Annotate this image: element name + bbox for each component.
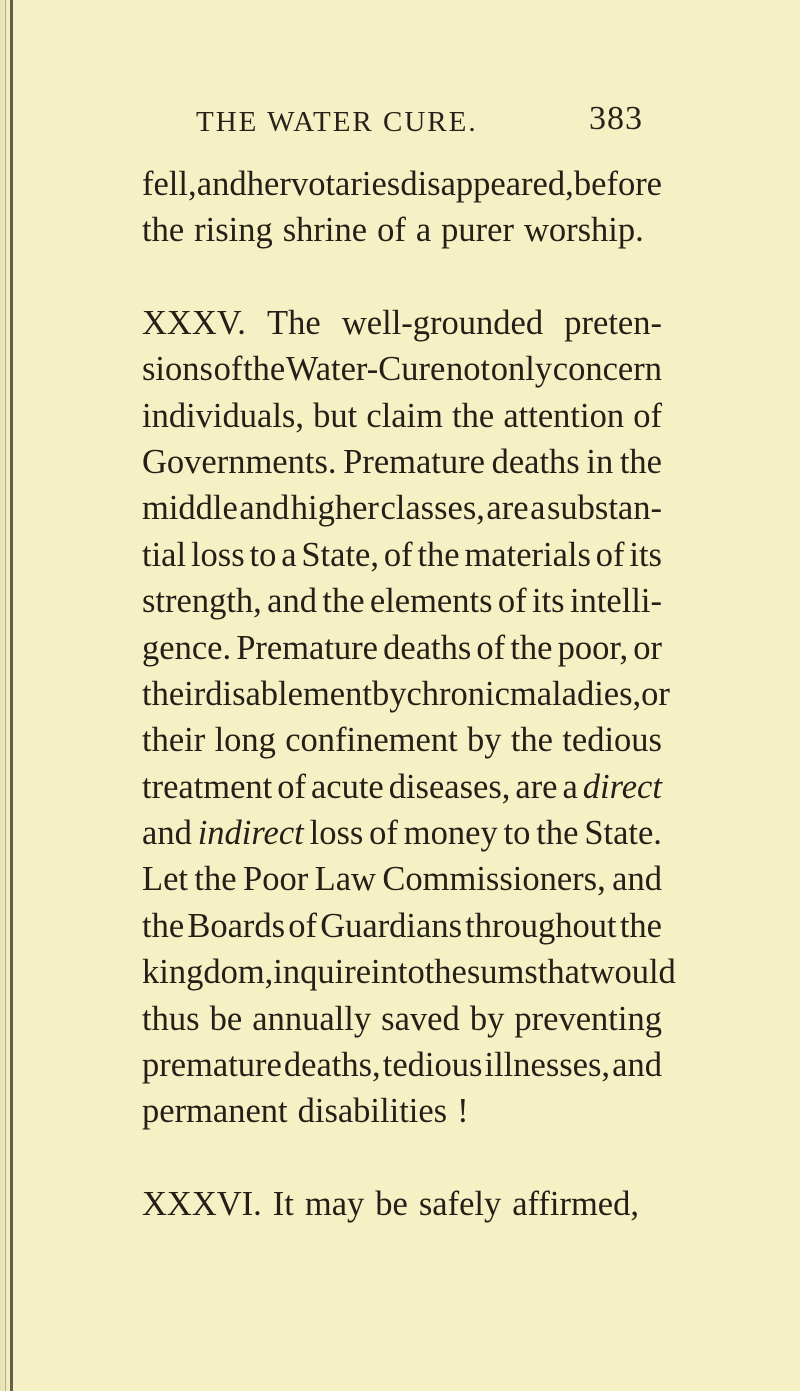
word: It: [272, 1184, 294, 1223]
word: be: [209, 999, 243, 1038]
word: the: [142, 906, 185, 945]
text-line: [142, 393, 662, 439]
word: saved: [381, 999, 460, 1038]
word: disabilities: [297, 1092, 448, 1131]
word: Premature: [343, 442, 485, 481]
word: materials: [464, 535, 591, 574]
word: safely: [418, 1184, 502, 1223]
word: gence.: [142, 628, 232, 667]
word: tial: [142, 535, 187, 574]
word: shrine: [282, 211, 368, 250]
word: chronic: [406, 674, 510, 713]
word: deaths: [383, 628, 472, 667]
word: but: [313, 396, 358, 435]
word: and: [196, 165, 247, 203]
word: that: [537, 953, 590, 992]
text-line: [142, 949, 676, 995]
word: middle: [142, 489, 238, 528]
word: and: [612, 860, 662, 899]
word: well-grounded: [341, 303, 544, 342]
emphasized-word: indirect: [197, 814, 304, 853]
word: thus: [142, 999, 200, 1038]
word: may: [304, 1184, 365, 1223]
text-line: [142, 485, 662, 531]
word: of: [383, 535, 413, 574]
word: would: [589, 953, 676, 992]
word: Premature: [236, 628, 378, 667]
word: attention: [503, 396, 625, 435]
text-line: [142, 764, 662, 810]
word: the: [142, 211, 185, 250]
emphasized-word: direct: [582, 767, 662, 806]
word: disappeared,: [400, 165, 574, 203]
word: preventing: [514, 999, 662, 1038]
word: deaths,: [283, 1046, 381, 1085]
word: of: [213, 350, 243, 389]
word: tedious: [562, 721, 662, 760]
binding-edge-rule: [10, 0, 13, 1391]
word: of: [369, 814, 398, 853]
word: affirmed,: [512, 1184, 639, 1223]
word: and: [142, 814, 192, 853]
word: or: [633, 628, 662, 667]
word: The: [267, 303, 321, 342]
word: worship.: [523, 211, 644, 250]
text-line: [142, 161, 662, 207]
word: the: [243, 350, 286, 389]
word: individuals,: [142, 396, 304, 435]
word: !: [457, 1092, 469, 1131]
word: the: [417, 535, 460, 574]
word: illnesses,: [484, 1046, 611, 1085]
word: elements: [369, 582, 493, 621]
word: long: [214, 721, 276, 760]
word: their: [142, 721, 206, 760]
word: Boards: [187, 906, 286, 945]
word: a: [281, 535, 297, 574]
text-line: [142, 856, 662, 902]
word: a: [530, 489, 546, 528]
word: their: [142, 674, 206, 713]
word: the: [510, 628, 553, 667]
word: to: [249, 535, 277, 574]
word: and: [267, 582, 317, 621]
word: Commissioners,: [382, 860, 606, 899]
word: her: [246, 165, 291, 203]
word: of: [288, 906, 318, 945]
word: acute: [310, 767, 384, 806]
word: the: [424, 953, 467, 992]
text-line: [142, 717, 662, 763]
word: or: [641, 674, 670, 713]
word: intelli-: [570, 582, 662, 621]
word: State,: [301, 535, 379, 574]
word: higher: [290, 489, 379, 528]
word: concern: [552, 350, 662, 389]
word: inquire: [273, 953, 372, 992]
word: claim: [366, 396, 443, 435]
word: of: [377, 211, 406, 250]
word: tedious: [382, 1046, 483, 1085]
word: the: [322, 582, 365, 621]
word: by: [469, 999, 505, 1038]
word: classes,: [380, 489, 485, 528]
word: of: [476, 628, 506, 667]
word: Water-Cure: [285, 350, 446, 389]
word: permanent: [142, 1092, 288, 1131]
word: maladies,: [509, 674, 642, 713]
word: confinement: [285, 721, 458, 760]
word: disablement: [205, 674, 372, 713]
word: the: [619, 442, 662, 481]
word: to: [503, 814, 531, 853]
word: of: [633, 396, 662, 435]
word: only: [490, 350, 553, 389]
word: rising: [194, 211, 273, 250]
word: votaries: [290, 165, 401, 203]
text-line: [142, 300, 662, 346]
text-line: [142, 1042, 662, 1088]
word: money: [403, 814, 498, 853]
text-line: [142, 903, 662, 949]
word: not: [445, 350, 491, 389]
section-number: XXXVI.: [142, 1184, 262, 1223]
word: State.: [584, 814, 662, 853]
word: of: [497, 582, 527, 621]
word: the: [194, 860, 237, 899]
word: substan-: [546, 489, 662, 528]
word: before: [573, 165, 662, 203]
word: by: [371, 674, 407, 713]
word: diseases,: [388, 767, 511, 806]
text-line: [142, 346, 662, 392]
running-head: [0, 100, 800, 140]
paragraph-gap: [142, 254, 662, 300]
word: Law: [314, 860, 376, 899]
word: and: [612, 1046, 662, 1085]
word: preten-: [564, 303, 662, 342]
word: are: [486, 489, 529, 528]
word: of: [277, 767, 306, 806]
word: throughout: [465, 906, 617, 945]
word: are: [515, 767, 558, 806]
text-line: [142, 207, 662, 253]
word: Poor: [243, 860, 309, 899]
word: the: [452, 396, 495, 435]
word: fell,: [142, 165, 197, 203]
word: in: [586, 442, 614, 481]
page-number: 383: [589, 100, 643, 137]
word: a: [562, 767, 578, 806]
word: treatment: [142, 767, 273, 806]
word: strength,: [142, 582, 262, 621]
word: deaths: [491, 442, 580, 481]
word: and: [239, 489, 290, 528]
text-line: [142, 1181, 662, 1227]
text-line: [142, 1088, 662, 1134]
text-line: [142, 625, 662, 671]
text-line: [142, 578, 662, 624]
text-line: [142, 996, 662, 1042]
word: into: [371, 953, 425, 992]
text-line: [142, 671, 670, 717]
word: annually: [252, 999, 372, 1038]
word: loss: [190, 535, 245, 574]
word: sions: [142, 350, 213, 389]
word: the: [510, 721, 553, 760]
text-line: [142, 439, 662, 485]
word: of: [595, 535, 625, 574]
binding-edge-line: [5, 0, 6, 1391]
word: purer: [441, 211, 514, 250]
paragraph-gap: [142, 1135, 662, 1181]
word: the: [536, 814, 579, 853]
body-text: [142, 161, 676, 1227]
word: Let: [142, 860, 188, 899]
text-line: [142, 810, 662, 856]
word: premature: [142, 1046, 282, 1085]
word: sums: [466, 953, 538, 992]
word: a: [415, 211, 432, 250]
word: Governments.: [142, 442, 337, 481]
section-number: XXXV.: [142, 303, 246, 342]
word: its: [532, 582, 565, 621]
word: loss: [309, 814, 364, 853]
text-line: [142, 532, 662, 578]
word: poor,: [557, 628, 629, 667]
word: by: [467, 721, 502, 760]
word: be: [375, 1184, 408, 1223]
word: the: [619, 906, 662, 945]
running-head-title: THE WATER CURE.: [196, 106, 478, 138]
word: its: [629, 535, 662, 574]
word: kingdom,: [142, 953, 274, 992]
word: Guardians: [320, 906, 463, 945]
